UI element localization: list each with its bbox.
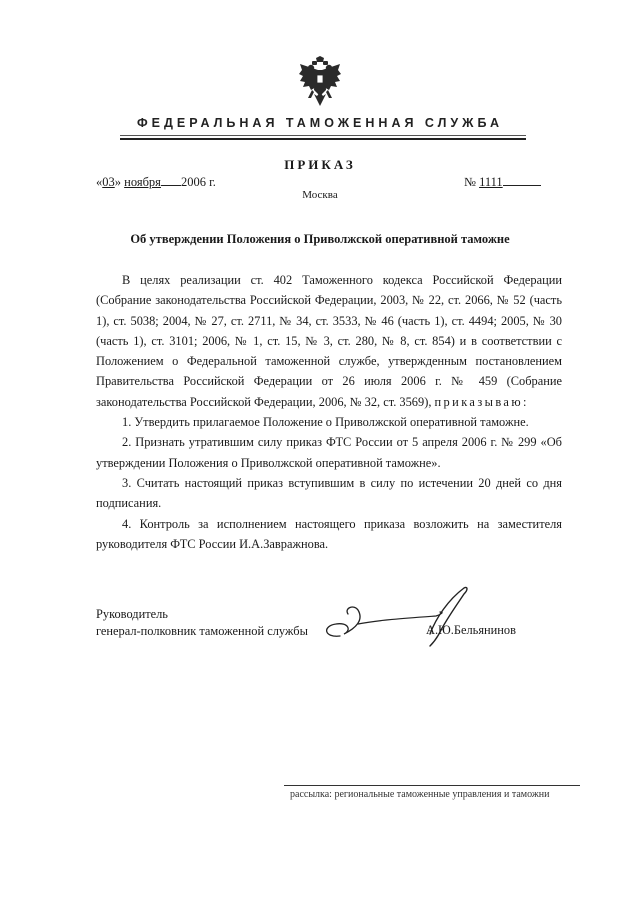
date-underline: [161, 174, 181, 186]
preamble-paragraph: [96, 270, 562, 412]
date-day: 03: [102, 175, 115, 189]
order-item: 2. Признать утратившим силу приказ ФТС России от 5 апреля 2006 г. № 299 «Об утверждении Положения о Приволжской оперативной таможне».: [96, 435, 562, 470]
signatory-title: [96, 606, 308, 640]
signatory-name: А.Ю.Бельянинов: [426, 623, 516, 637]
order-item: 3. Считать настоящий приказ вступившим в силу по истечении 20 дней со дня подписания.: [96, 475, 562, 511]
emblem-icon: [298, 56, 342, 108]
order-title: ПРИКАЗ: [284, 157, 356, 172]
preamble-text: В целях реализации ст. 402 Таможенного кодекса Российской Федерации (Собрание законодательства Российской Федерации, 2003, № 22, ст. 2066, № 52 (часть 1), ст. 5038; 2004, № 27, ст. 2711, № 34, ст. 3533, № 46 (часть 1), ст. 4494; 2005, № 30 (часть 1), ст. 3101; 2006, № 1, ст. 15, № 3, ст. 280, № 8, ст. 854) и в соответствии с Положением о Федеральной таможенной службе, утвержденным постановлением Правительства Российской Федерации от 26 июля 2006 г. № 459 (Собрание законодательства Российской Федерации, 2006, № 32, ст. 3569),: [96, 273, 562, 409]
distribution-note: рассылка: региональные таможенные управления и таможни: [290, 789, 550, 800]
date-year-suffix: г.: [209, 175, 216, 189]
order-city: Москва: [302, 189, 338, 201]
date-open-quote: «: [96, 175, 103, 189]
order-number: [464, 174, 541, 190]
header-divider-thin: [120, 135, 526, 136]
order-word: приказываю:: [434, 394, 529, 409]
signatory-title-line1: Руководитель: [96, 607, 168, 621]
date-month: ноября: [124, 175, 161, 189]
order-body: [96, 270, 562, 554]
signatory-title-line2: генерал-полковник таможенной службы: [96, 624, 308, 638]
handwritten-signature: [318, 584, 478, 648]
number-underline: [503, 174, 541, 186]
date-close-quote: »: [114, 175, 121, 189]
number-value: 1111: [479, 175, 503, 189]
order-item: 4. Контроль за исполнением настоящего приказа возложить на заместителя руководителя ФТС России И.А.Завражнова.: [96, 516, 562, 551]
date-year: 2006: [180, 175, 206, 189]
order-item: 1. Утвердить прилагаемое Положение о Приволжской оперативной таможне.: [122, 415, 529, 430]
order-subject: Об утверждении Положения о Приволжской оперативной таможне: [130, 232, 510, 246]
header-divider-thick: [120, 138, 526, 140]
number-label: №: [464, 175, 476, 189]
distribution-divider: [284, 785, 580, 786]
order-date: [96, 174, 216, 190]
agency-name: ФЕДЕРАЛЬНАЯ ТАМОЖЕННАЯ СЛУЖБА: [136, 116, 504, 130]
